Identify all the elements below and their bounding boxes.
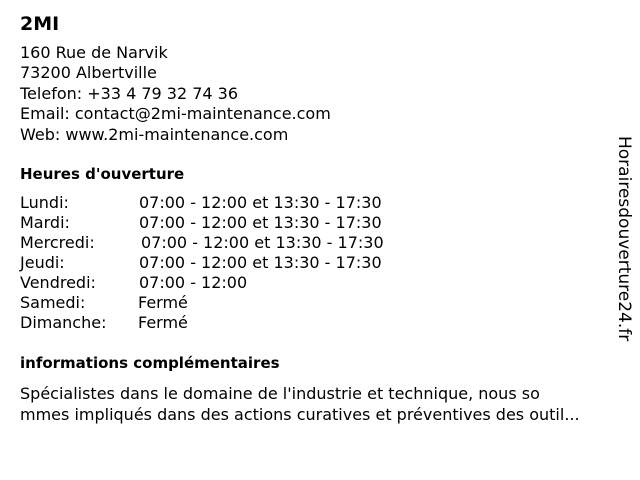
day-hours: 07:00 - 12:00 et 13:30 - 17:30 bbox=[139, 213, 382, 232]
day-label: Vendredi: bbox=[20, 273, 96, 292]
business-description bbox=[20, 384, 630, 425]
address-city: 73200 Albertville bbox=[20, 63, 157, 83]
description-line: Spécialistes dans le domaine de l'industrie et technique, nous so bbox=[20, 384, 540, 403]
day-hours: 07:00 - 12:00 et 13:30 - 17:30 bbox=[139, 253, 382, 272]
site-watermark: Horairesdouverture24.fr bbox=[614, 136, 634, 342]
day-label: Mercredi: bbox=[20, 233, 95, 252]
day-label: Mardi: bbox=[20, 213, 70, 232]
additional-info-heading: informations complémentaires bbox=[20, 354, 280, 372]
description-line: mmes impliqués dans des actions curatives et préventives des outil... bbox=[20, 404, 580, 424]
phone-line: Telefon: +33 4 79 32 74 36 bbox=[20, 83, 239, 103]
day-hours: Fermé bbox=[138, 293, 188, 312]
day-hours: 07:00 - 12:00 et 13:30 - 17:30 bbox=[141, 233, 384, 252]
day-label: Jeudi: bbox=[20, 253, 65, 272]
contact-block bbox=[20, 43, 331, 145]
day-hours: 07:00 - 12:00 et 13:30 - 17:30 bbox=[139, 193, 382, 212]
address-street: 160 Rue de Narvik bbox=[20, 43, 168, 62]
day-label: Dimanche: bbox=[20, 313, 107, 332]
business-name: 2MI bbox=[20, 13, 60, 35]
email-line: Email: contact@2mi-maintenance.com bbox=[20, 104, 331, 124]
web-line: Web: www.2mi-maintenance.com bbox=[20, 124, 289, 144]
day-label: Samedi: bbox=[20, 293, 86, 312]
day-hours: 07:00 - 12:00 bbox=[139, 273, 248, 292]
day-label: Lundi: bbox=[20, 193, 69, 212]
day-hours: Fermé bbox=[138, 313, 188, 332]
opening-hours-heading: Heures d'ouverture bbox=[20, 165, 185, 183]
